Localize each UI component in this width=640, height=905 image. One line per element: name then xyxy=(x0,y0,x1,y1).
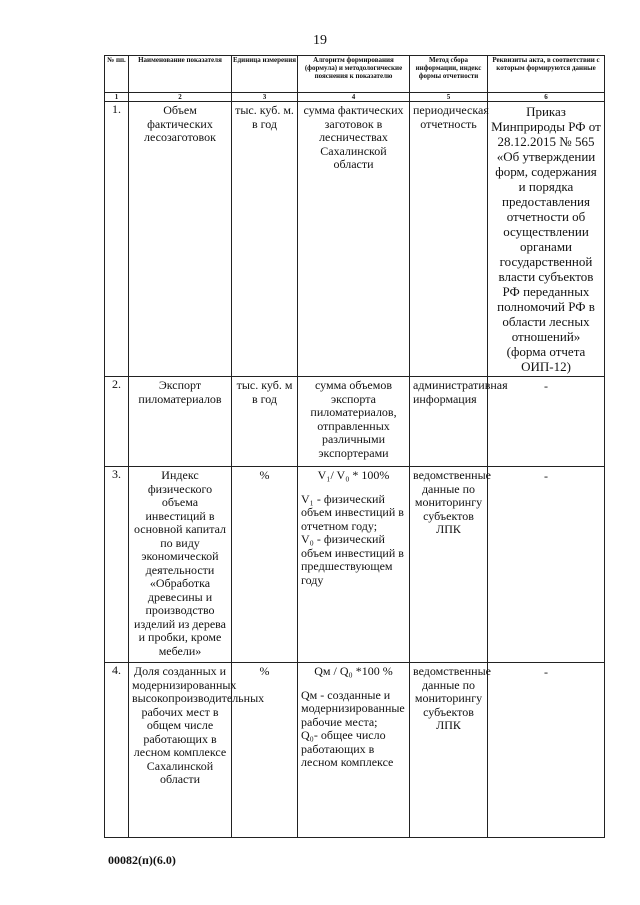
header-requisites: Реквизиты акта, в соответствии с которым формируются данные xyxy=(488,56,605,93)
algorithm-formula: V₁/ V₀ * 100% xyxy=(317,468,390,482)
table-row xyxy=(105,467,605,663)
row-number: 2. xyxy=(105,377,129,467)
page-number: 19 xyxy=(313,33,327,48)
column-number: 5 xyxy=(410,93,488,102)
algorithm-text: Q₀- общее число работающих в лесном комплексе xyxy=(301,728,394,769)
indicator-algorithm xyxy=(298,102,409,174)
algorithm-text: Qм - созданные и модернизированные рабочие места; xyxy=(301,687,405,729)
indicator-name: Индекс физического объема инвестиций в основной капитал по виду экономической деятельности «Обработка древесины и производство изделий из дерева и пробки, кроме мебели» xyxy=(133,468,227,658)
algorithm-text: сумма объемов экспорта пиломатериалов, отправленных различными экспортерами xyxy=(310,378,397,460)
indicator-unit: тыс. куб. м в год xyxy=(236,378,293,406)
algorithm-text: сумма фактических заготовок в лесничествах Сахалинской области xyxy=(303,103,404,171)
table-row xyxy=(105,663,605,838)
indicator-method: ведомственные данные по мониторингу субъектов ЛПК xyxy=(413,664,491,732)
indicator-unit: % xyxy=(259,468,270,482)
indicator-algorithm xyxy=(298,377,409,462)
row-number: 3. xyxy=(105,467,129,663)
indicator-unit: тыс. куб. м. в год xyxy=(235,103,294,131)
indicator-requisites: - xyxy=(544,469,548,483)
indicator-requisites: - xyxy=(544,665,548,679)
indicator-algorithm xyxy=(298,663,409,772)
header-unit: Единица измерения xyxy=(232,56,298,93)
column-number: 4 xyxy=(298,93,410,102)
header-indicator-name: Наименование показателя xyxy=(129,56,232,93)
algorithm-text: V₀ - физический объем инвестиций в предшествующем году xyxy=(301,532,404,587)
header-algorithm: Алгоритм формирования (формула) и методологические пояснения к показателю xyxy=(298,56,410,93)
indicator-algorithm xyxy=(298,467,409,589)
algorithm-text: V₁ - физический объем инвестиций в отчетном году; xyxy=(301,491,404,533)
indicator-requisites: Приказ Минприроды РФ от 28.12.2015 № 565 «Об утверждении форм, содержания и порядка предоставления отчетности об осуществлении органами государственной власти субъектов РФ переданных полномочий РФ в области лесных отношений» (форма отчета ОИП-12) xyxy=(491,104,601,374)
indicator-unit: % xyxy=(259,664,270,678)
column-numbers-row xyxy=(105,93,605,102)
header-number: № пп. xyxy=(105,56,129,93)
table-row xyxy=(105,102,605,377)
column-number: 3 xyxy=(232,93,298,102)
column-number: 1 xyxy=(105,93,129,102)
column-number: 6 xyxy=(488,93,605,102)
document-code: 00082(п)(6.0) xyxy=(108,853,176,867)
table-row xyxy=(105,377,605,467)
indicator-method: административная информация xyxy=(413,378,508,406)
algorithm-formula: Qм / Q₀ *100 % xyxy=(314,664,393,678)
column-number: 2 xyxy=(129,93,232,102)
row-number: 1. xyxy=(105,102,129,377)
indicator-method: ведомственные данные по мониторингу субъектов ЛПК xyxy=(413,468,491,536)
table-header-row xyxy=(105,56,605,93)
indicator-name: Объем фактических лесозаготовок xyxy=(144,103,216,144)
indicator-name: Доля созданных и модернизированных высокопроизводительных рабочих мест в общем числе работающих в лесном комплексе Сахалинской области xyxy=(132,664,265,786)
indicator-name: Экспорт пиломатериалов xyxy=(138,378,222,406)
indicators-table xyxy=(104,55,605,838)
indicator-requisites: - xyxy=(544,379,548,393)
row-number: 4. xyxy=(105,663,129,838)
indicator-method: периодическая отчетность xyxy=(413,103,489,131)
header-method: Метод сбора информации, индекс формы отчетности xyxy=(410,56,488,93)
